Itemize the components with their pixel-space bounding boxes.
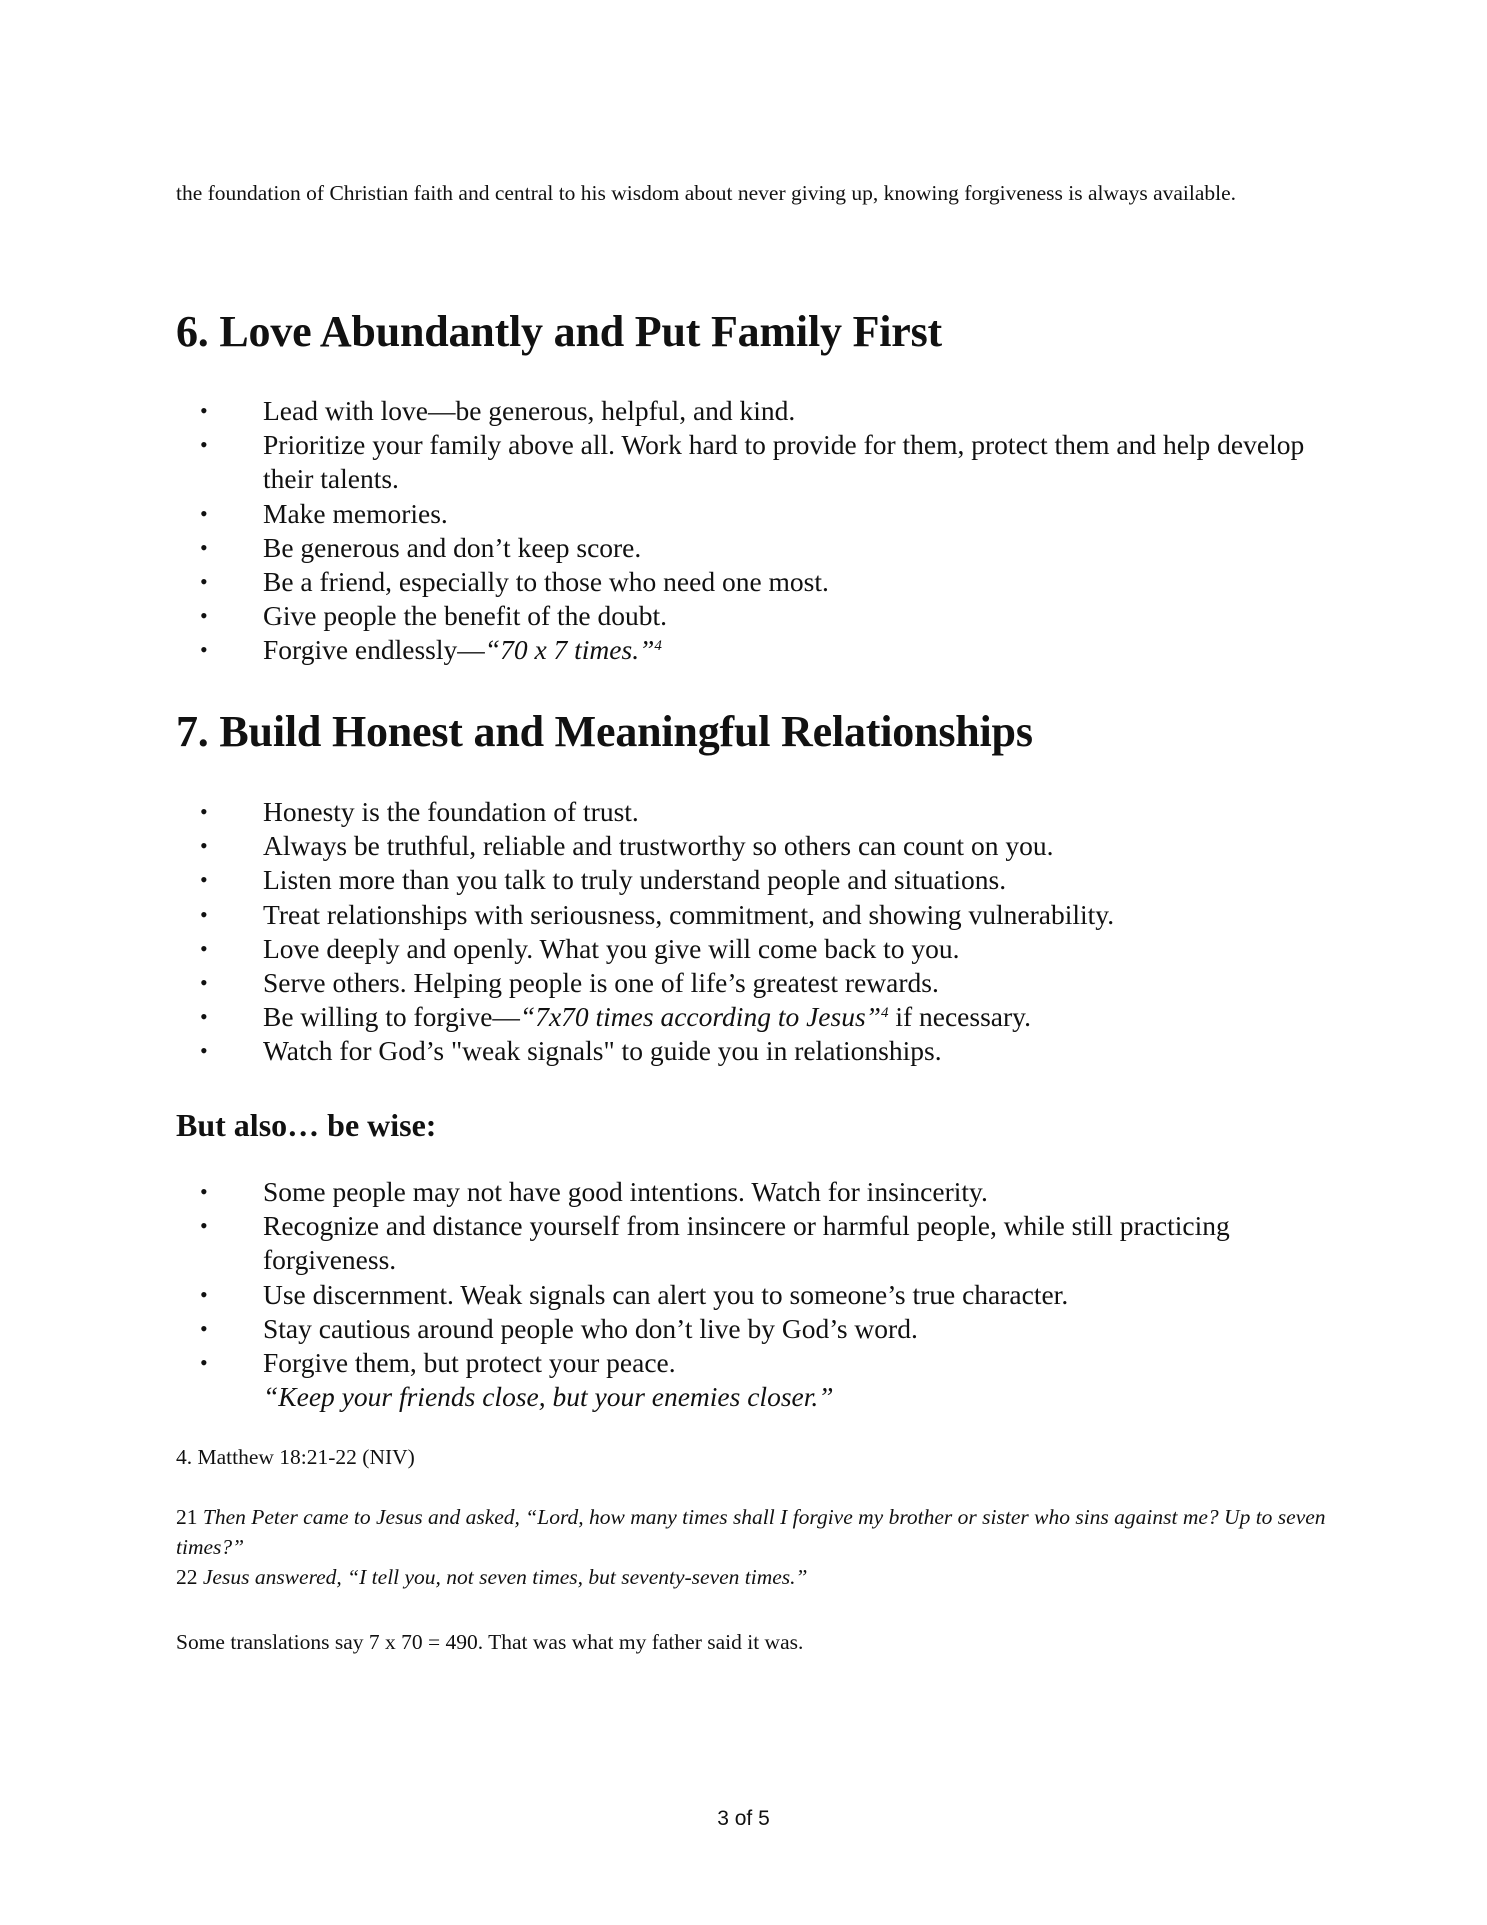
bullet-icon: • [200, 970, 208, 996]
bullet-icon: • [200, 1350, 208, 1376]
list-item: • Love deeply and openly. What you give will come back to you. [176, 932, 1326, 966]
section-6-heading: 6. Love Abundantly and Put Family First [176, 307, 942, 356]
bullet-icon: • [200, 1004, 208, 1030]
bullet-icon: • [200, 603, 208, 629]
list-item: • Stay cautious around people who don’t live by God’s word. [176, 1312, 1326, 1346]
bullet-icon: • [200, 569, 208, 595]
bullet-icon: • [200, 1315, 208, 1341]
bullet-icon: • [200, 901, 208, 927]
section-7-heading: 7. Build Honest and Meaningful Relationships [176, 707, 1033, 756]
wise-list [176, 1175, 1326, 1414]
list-item: • Treat relationships with seriousness, commitment, and showing vulnerability. [176, 898, 1326, 932]
translation-note: Some translations say 7 x 70 = 490. That was what my father said it was. [176, 1630, 804, 1654]
bullet-icon: • [200, 1281, 208, 1307]
list-item: • Watch for God’s "weak signals" to guide you in relationships. [176, 1034, 1326, 1068]
page-number: 3 of 5 [717, 1807, 770, 1830]
verse-number: 21 [176, 1505, 203, 1529]
verse-number: 22 [176, 1565, 203, 1589]
verse-22-text: Jesus answered, “I tell you, not seven times, but seventy-seven times.” [202, 1565, 808, 1589]
list-item: • Make memories. [176, 497, 1326, 531]
list-item: • Serve others. Helping people is one of life’s greatest rewards. [176, 966, 1326, 1000]
section-6-list [176, 394, 1326, 668]
bullet-icon: • [200, 1038, 208, 1064]
list-item: • Forgive them, but protect your peace. “Keep your friends close, but your enemies closer.” [176, 1346, 1326, 1414]
list-item: • Honesty is the foundation of trust. [176, 795, 1326, 829]
list-item: • Be generous and don’t keep score. [176, 531, 1326, 565]
list-item: • Recognize and distance yourself from insincere or harmful people, while still practicing forgiveness. [200, 1210, 1230, 1276]
proverb-quote: “Keep your friends close, but your enemies closer.” [263, 1381, 834, 1413]
section-7-list [176, 795, 1326, 1069]
footnote-verses [176, 1502, 1336, 1592]
list-item: • Use discernment. Weak signals can alert you to someone’s true character. [176, 1278, 1326, 1312]
list-item: • Give people the benefit of the doubt. [176, 599, 1326, 633]
wise-subheading: But also… be wise: [176, 1107, 437, 1143]
bullet-icon: • [200, 637, 208, 663]
footnote-marker: 4 [654, 638, 662, 655]
list-item: • Prioritize your family above all. Work hard to provide for them, protect them and help develop their talents. [200, 429, 1305, 495]
bullet-icon: • [200, 867, 208, 893]
list-item: • Lead with love—be generous, helpful, and kind. [176, 394, 1326, 428]
bullet-icon: • [200, 534, 208, 560]
footnote-reference: 4. Matthew 18:21-22 (NIV) [176, 1445, 415, 1469]
list-item: • Be a friend, especially to those who need one most. [176, 565, 1326, 599]
list-item: • Forgive endlessly—“70 x 7 times.”$^4$ [176, 633, 1326, 667]
bullet-icon: • [200, 1179, 208, 1204]
bullet-icon: • [200, 833, 208, 859]
list-item: • Be willing to forgive—“7x70 times according to Jesus”$^4$ if necessary. [176, 1000, 1326, 1034]
intro-paragraph: the foundation of Christian faith and central to his wisdom about never giving up, knowing forgiveness is always available. [176, 181, 1237, 205]
bullet-icon: • [200, 799, 208, 824]
inline-quote: “70 x 7 times.” [484, 634, 655, 666]
bullet-icon: • [200, 398, 208, 423]
bullet-icon: • [200, 935, 208, 961]
verse-21-text: Then Peter came to Jesus and asked, “Lord, how many times shall I forgive my brother or sister who sins against me? Up to seven times?” [176, 1505, 1326, 1559]
bullet-icon: • [200, 1213, 208, 1239]
bullet-icon: • [200, 500, 208, 526]
bullet-icon: • [200, 432, 208, 458]
footnote-marker: 4 [880, 1005, 889, 1022]
list-item: • Listen more than you talk to truly understand people and situations. [176, 863, 1326, 897]
list-item: • Some people may not have good intentions. Watch for insincerity. [176, 1175, 1326, 1209]
inline-quote: “7x70 times according to Jesus” [519, 1001, 881, 1033]
list-item: • Always be truthful, reliable and trustworthy so others can count on you. [176, 829, 1326, 863]
